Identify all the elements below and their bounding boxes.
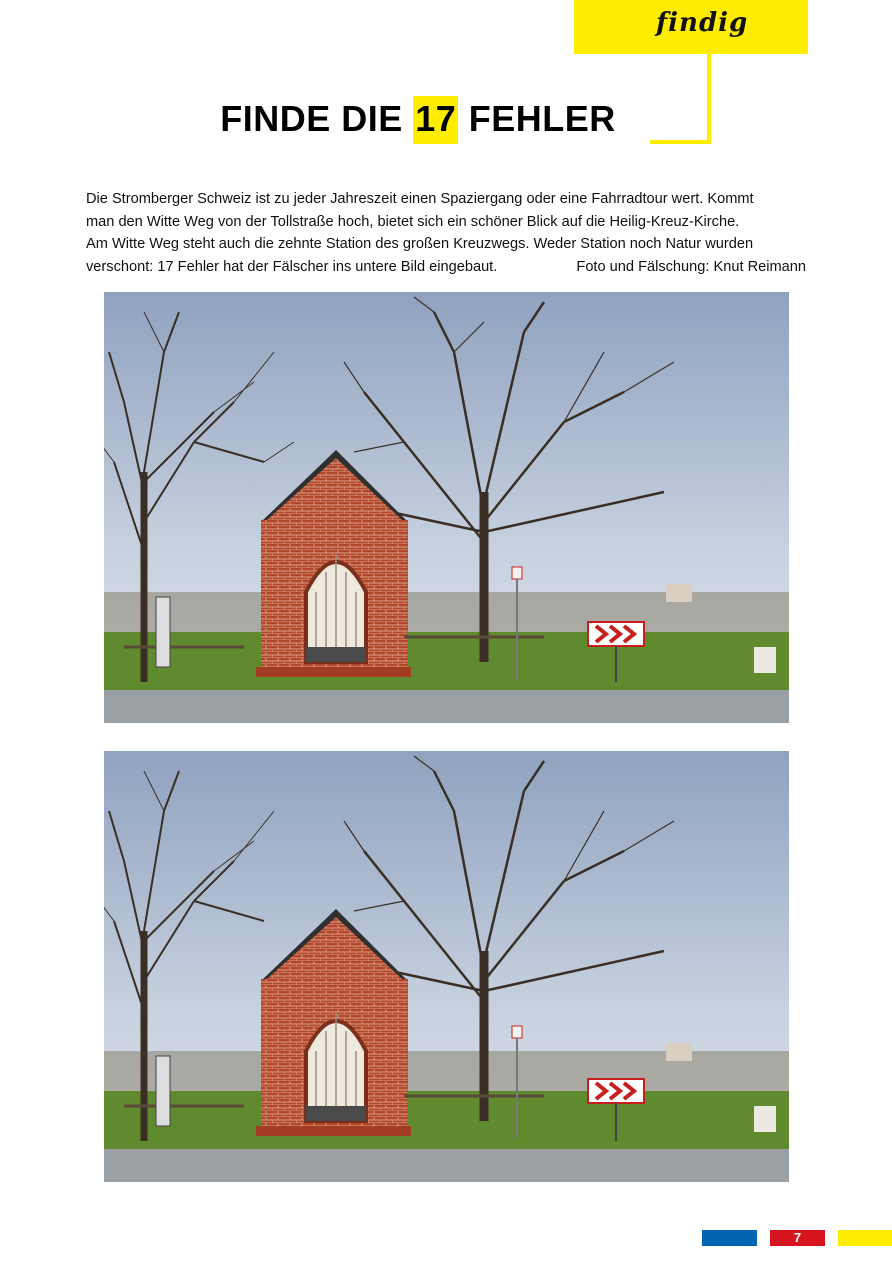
footer-bar-blue: [702, 1230, 757, 1246]
intro-line: Die Stromberger Schweiz ist zu jeder Jahreszeit einen Spaziergang oder eine Fahrradtour wert. Kommt: [86, 191, 754, 207]
intro-text: [86, 188, 816, 278]
title-suffix: FEHLER: [468, 98, 616, 139]
original-photo: [104, 292, 789, 723]
intro-line: verschont: 17 Fehler hat der Fälscher ins untere Bild eingebaut.: [86, 258, 498, 275]
photo-credit: Foto und Fälschung: Knut Reimann: [576, 258, 806, 275]
title-number: 17: [413, 96, 458, 144]
page-title: [0, 98, 836, 140]
brand-line-horizontal: [650, 140, 711, 144]
intro-line: man den Witte Weg von der Tollstraße hoch, bietet sich ein schöner Blick auf die Heilig-Kreuz-Kirche.: [86, 213, 740, 230]
page-number: 7: [770, 1230, 825, 1246]
altered-photo: [104, 751, 789, 1182]
brand-logo: findig: [656, 8, 749, 38]
intro-line: Am Witte Weg steht auch die zehnte Station des großen Kreuzwegs. Weder Station noch Natur wurden: [86, 236, 754, 253]
footer-bar-yellow: [838, 1230, 892, 1246]
title-prefix: FINDE DIE: [220, 98, 403, 139]
